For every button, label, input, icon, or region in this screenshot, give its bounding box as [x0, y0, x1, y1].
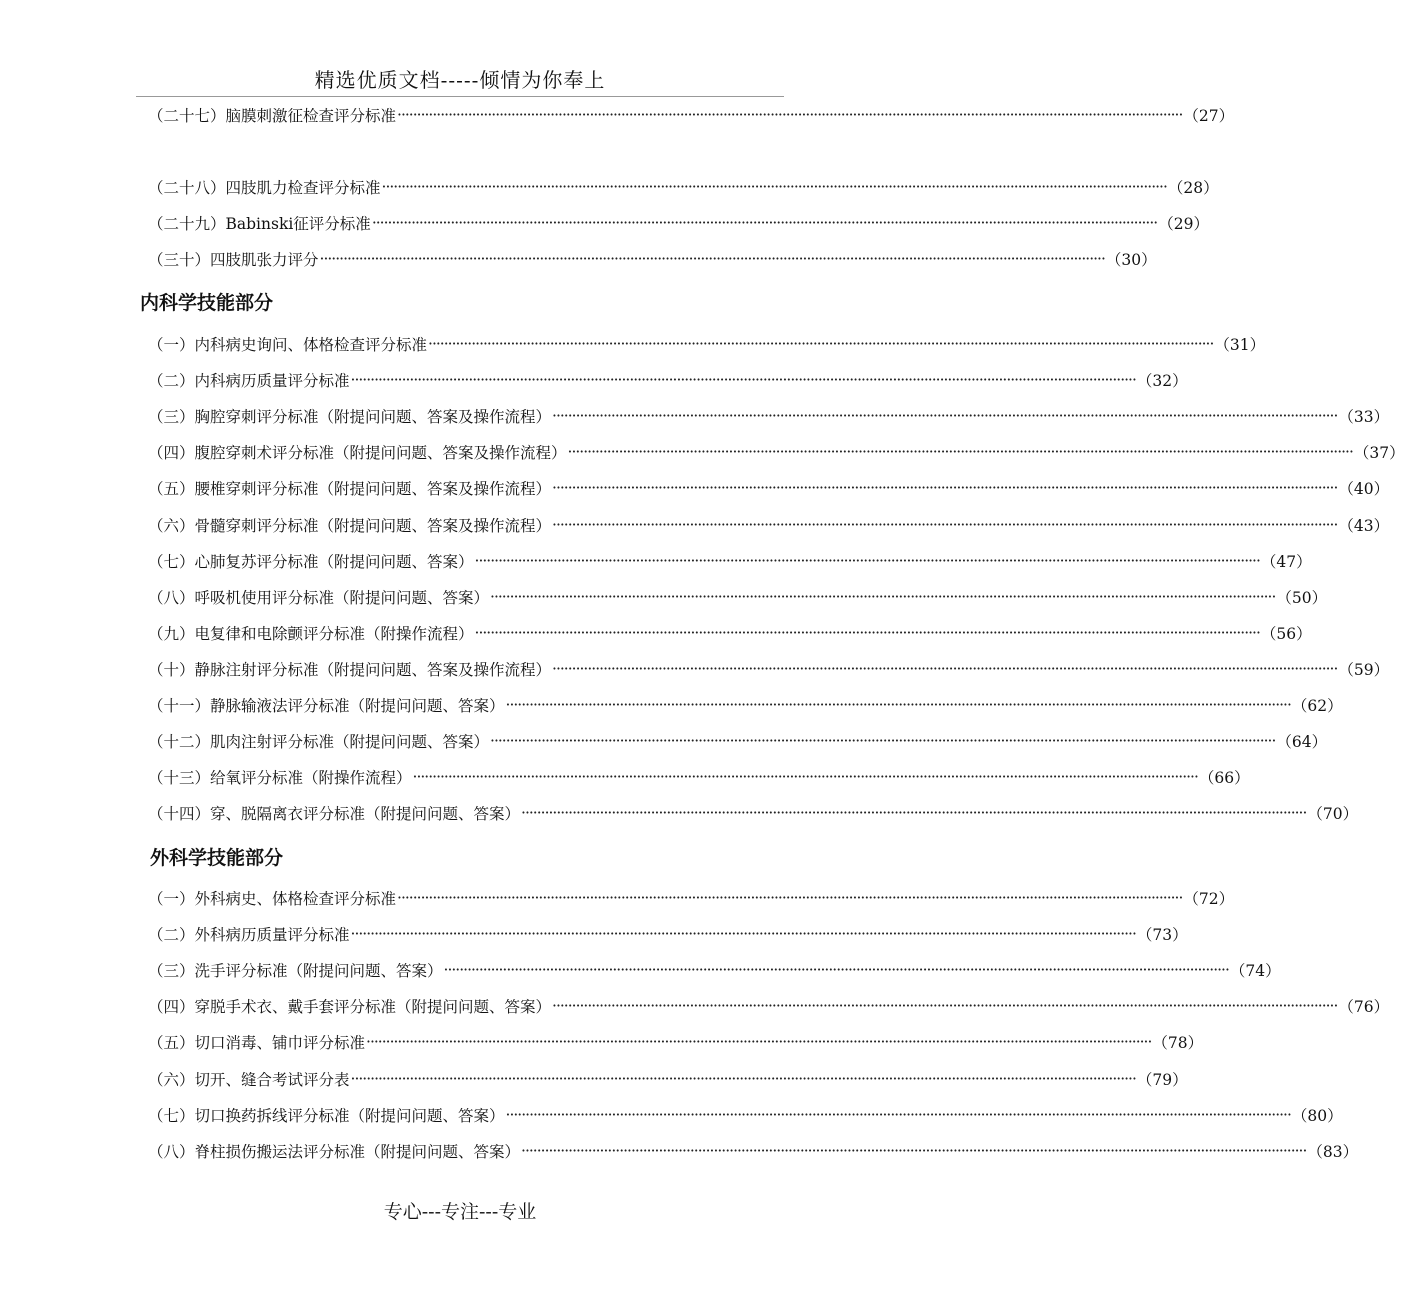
toc-entry-page-number: （56）: [1260, 624, 1312, 643]
toc-entry-page-number: （76）: [1338, 998, 1390, 1017]
toc-entry-title: （八）脊柱损伤搬运法评分标准（附提问问题、答案）: [148, 1142, 521, 1161]
toc-entry[interactable]: [148, 957, 1281, 983]
toc-entry-page-number: （74）: [1229, 962, 1281, 981]
toc-entry-page-number: （47）: [1260, 552, 1312, 571]
toc-entry-page-number: （79）: [1136, 1070, 1188, 1089]
toc-entry[interactable]: [148, 439, 1405, 465]
dot-leader: ········································································································································································································: [474, 551, 1260, 570]
toc-entry[interactable]: [148, 512, 1390, 538]
toc-entry-title: （十四）穿、脱隔离衣评分标准（附提问问题、答案）: [148, 805, 521, 824]
page-footer: 专心---专注---专业: [383, 1201, 537, 1223]
toc-entry-title: （九）电复律和电除颤评分标准（附操作流程）: [148, 624, 474, 643]
toc-entry-title: （三十）四肢肌张力评分: [148, 251, 319, 269]
toc-entry[interactable]: [148, 331, 1266, 357]
toc-entry-page-number: （80）: [1291, 1106, 1343, 1125]
toc-entry-title: （四）穿脱手术衣、戴手套评分标准（附提问问题、答案）: [148, 998, 552, 1017]
toc-entry-page-number: （66）: [1198, 769, 1250, 788]
toc-entry[interactable]: [148, 1138, 1359, 1164]
dot-leader: ········································································································································································································: [490, 587, 1276, 606]
dot-leader: ········································································································································································································: [366, 1033, 1152, 1052]
toc-entry-page-number: （28）: [1167, 179, 1219, 197]
dot-leader: ········································································································································································································: [371, 214, 1158, 232]
toc-entry-page-number: （73）: [1136, 926, 1188, 945]
toc-entry-title: （六）骨髓穿刺评分标准（附提问问题、答案及操作流程）: [148, 516, 552, 535]
toc-entry[interactable]: [148, 728, 1328, 754]
toc-entry[interactable]: [148, 367, 1188, 393]
toc-entry-title: （七）切口换药拆线评分标准（附提问问题、答案）: [148, 1106, 505, 1125]
page-header: 精选优质文档-----倾情为你奉上: [314, 68, 606, 92]
toc-entry[interactable]: [148, 102, 1235, 128]
dot-leader: ········································································································································································································: [412, 768, 1198, 787]
section-heading-internal-medicine: 内科学技能部分: [140, 292, 274, 314]
dot-leader: ········································································································································································································: [490, 732, 1276, 751]
toc-entry[interactable]: [148, 800, 1359, 826]
dot-leader: ········································································································································································································: [505, 696, 1291, 714]
dot-leader: ········································································································································································································: [319, 250, 1105, 268]
toc-entry[interactable]: [148, 656, 1390, 682]
toc-entry-page-number: （50）: [1276, 588, 1328, 607]
toc-entry-page-number: （70）: [1307, 805, 1359, 824]
toc-entry-page-number: （33）: [1338, 408, 1390, 427]
dot-leader: ········································································································································································································: [474, 623, 1260, 642]
toc-entry-page-number: （72）: [1183, 890, 1235, 908]
toc-entry[interactable]: [148, 885, 1235, 911]
dot-leader: ········································································································································································································: [397, 889, 1183, 907]
dot-leader: ········································································································································································································: [552, 479, 1338, 498]
toc-entry[interactable]: [148, 210, 1209, 236]
dot-leader: ········································································································································································································: [350, 371, 1136, 390]
dot-leader: ········································································································································································································: [350, 1069, 1136, 1088]
dot-leader: ········································································································································································································: [397, 106, 1183, 124]
header-divider: [136, 96, 784, 97]
section-heading-surgery: 外科学技能部分: [150, 847, 284, 869]
toc-entry[interactable]: [148, 174, 1219, 200]
toc-entry-page-number: （64）: [1276, 733, 1328, 752]
dot-leader: ········································································································································································································: [381, 178, 1167, 196]
toc-entry-title: （五）切口消毒、铺巾评分标准: [148, 1034, 366, 1053]
toc-entry[interactable]: [148, 1102, 1343, 1128]
toc-entry[interactable]: [148, 246, 1157, 272]
toc-entry-title: （十）静脉注射评分标准（附提问问题、答案及操作流程）: [148, 660, 552, 679]
toc-entry-page-number: （43）: [1338, 516, 1390, 535]
toc-entry-page-number: （37）: [1353, 444, 1405, 463]
toc-entry[interactable]: [148, 993, 1390, 1019]
dot-leader: ········································································································································································································: [505, 1105, 1291, 1124]
toc-entry-title: （三）胸腔穿刺评分标准（附提问问题、答案及操作流程）: [148, 408, 552, 427]
toc-entry[interactable]: [148, 475, 1390, 501]
toc-entry-page-number: （78）: [1152, 1034, 1204, 1053]
toc-entry-title: （十二）肌肉注射评分标准（附提问问题、答案）: [148, 733, 490, 752]
toc-entry-title: （四）腹腔穿刺术评分标准（附提问问题、答案及操作流程）: [148, 444, 567, 463]
dot-leader: ········································································································································································································: [350, 925, 1136, 944]
toc-entry-title: （二十八）四肢肌力检查评分标准: [148, 179, 381, 197]
toc-entry-page-number: （30）: [1105, 251, 1157, 269]
toc-entry-title: （二十九）Babinski征评分标准: [148, 215, 371, 233]
dot-leader: ········································································································································································································: [521, 804, 1307, 823]
toc-entry-title: （十一）静脉输液法评分标准（附提问问题、答案）: [148, 697, 505, 715]
dot-leader: ········································································································································································································: [552, 407, 1338, 426]
toc-entry-page-number: （32）: [1136, 372, 1188, 391]
toc-entry-title: （二）内科病历质量评分标准: [148, 372, 350, 391]
toc-entry-title: （二）外科病历质量评分标准: [148, 926, 350, 945]
toc-entry-title: （一）内科病史询问、体格检查评分标准: [148, 336, 428, 354]
toc-entry[interactable]: [148, 764, 1250, 790]
dot-leader: ········································································································································································································: [552, 997, 1338, 1016]
toc-entry[interactable]: [148, 584, 1328, 610]
dot-leader: ········································································································································································································: [521, 1141, 1307, 1160]
toc-entry-page-number: （29）: [1158, 215, 1209, 233]
toc-entry[interactable]: [148, 692, 1343, 718]
toc-entry[interactable]: [148, 403, 1390, 429]
toc-entry-title: （八）呼吸机使用评分标准（附提问问题、答案）: [148, 588, 490, 607]
dot-leader: ········································································································································································································: [428, 335, 1214, 353]
dot-leader: ········································································································································································································: [552, 659, 1338, 678]
toc-entry[interactable]: [148, 620, 1312, 646]
dot-leader: ········································································································································································································: [443, 961, 1229, 980]
toc-entry-title: （十三）给氧评分标准（附操作流程）: [148, 769, 412, 788]
toc-entry-title: （七）心肺复苏评分标准（附提问问题、答案）: [148, 552, 474, 571]
toc-entry-page-number: （27）: [1183, 107, 1235, 125]
toc-entry-page-number: （62）: [1291, 697, 1343, 715]
dot-leader: ········································································································································································································: [552, 515, 1338, 534]
toc-entry-title: （二十七）脑膜刺激征检查评分标准: [148, 107, 397, 125]
toc-entry-title: （五）腰椎穿刺评分标准（附提问问题、答案及操作流程）: [148, 480, 552, 499]
toc-entry-page-number: （31）: [1214, 336, 1266, 354]
toc-entry-title: （三）洗手评分标准（附提问问题、答案）: [148, 962, 443, 981]
toc-entry[interactable]: [148, 1029, 1204, 1055]
toc-entry-title: （六）切开、缝合考试评分表: [148, 1070, 350, 1089]
toc-entry[interactable]: [148, 921, 1188, 947]
toc-entry-page-number: （40）: [1338, 480, 1390, 499]
toc-entry[interactable]: [148, 548, 1312, 574]
toc-entry[interactable]: [148, 1066, 1188, 1092]
toc-entry-page-number: （59）: [1338, 660, 1390, 679]
toc-entry-title: （一）外科病史、体格检查评分标准: [148, 890, 397, 908]
toc-entry-page-number: （83）: [1307, 1142, 1359, 1161]
dot-leader: ········································································································································································································: [567, 443, 1353, 462]
